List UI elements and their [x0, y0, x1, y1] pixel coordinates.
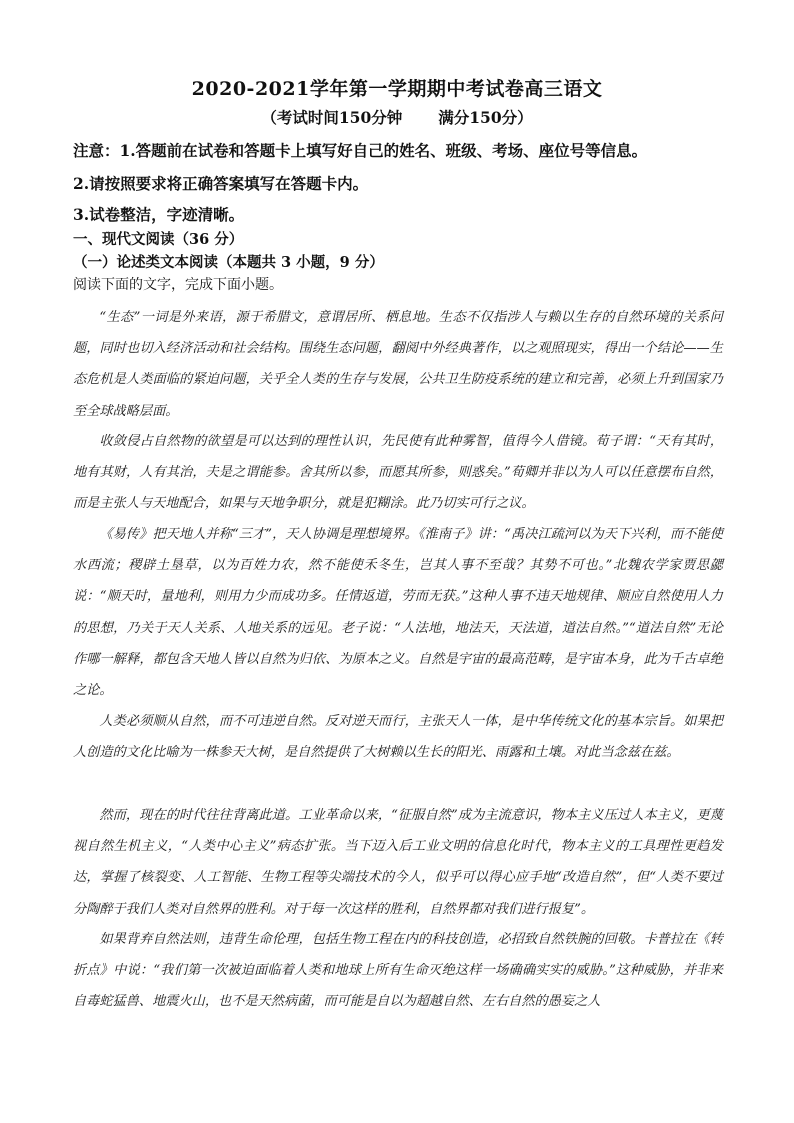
exam-duration: （考试时间150分钟 [261, 108, 403, 127]
exam-full-score: 满分150分） [438, 108, 533, 127]
passage-paragraph-6: 如果背弃自然法则，违背生命伦理，包括生物工程在内的科技创造，必招致自然铁腕的回敬。卡普拉在《转折点》中说：“我们第一次被迫面临着人类和地球上所有生命灭绝这样一场确确实实的威胁。”这种威胁，并非来自毒蛇猛兽、地震火山，也不是天然病菌，而可能是自以为超越自然、左右自然的愚妄之人 [73, 932, 723, 1010]
reading-instruction: 阅读下面的文字，完成下面小题。 [73, 277, 283, 293]
passage-paragraph-5: 然而，现在的时代往往背离此道。工业革命以来，“征服自然”成为主流意识，物本主义压过人本主义，更蔑视自然生机主义，“人类中心主义”病态扩张。当下迈入后工业文明的信息化时代，物本主义的工具理性更趋发达，掌握了核裂变、人工智能、生物工程等尖端技术的今人，似乎可以得心应手地“改造自然”，但“人类不要过分陶醉于我们人类对自然界的胜利。对于每一次这样的胜利，自然界都对我们进行报复”。 [73, 808, 723, 917]
page-title: 2020-2021学年第一学期期中考试卷高三语文 [191, 78, 603, 100]
passage-paragraph-4: 人类必须顺从自然，而不可违逆自然。反对逆天而行，主张天人一体，是中华传统文化的基本宗旨。如果把人创造的文化比喻为一株参天大树，是自然提供了大树赖以生长的阳光、雨露和土壤。对此当念兹在兹。 [73, 714, 723, 761]
section-subheading: （一）论述类文本阅读（本题共 3 小题，9 分） [73, 254, 384, 271]
section-heading: 一、现代文阅读（36 分） [73, 231, 244, 248]
exam-info [0, 106, 794, 128]
note-3: 3.试卷整洁，字迹清晰。 [73, 205, 245, 224]
passage-paragraph-3: 《易传》把天地人并称“三才”，天人协调是理想境界。《淮南子》讲：“禹决江疏河以为天下兴利，而不能使水西流；稷辟土垦草，以为百姓力农，然不能使禾冬生，岂其人事不至哉？其势不可也。”北魏农学家贾思勰说：“顺天时，量地利，则用力少而成功多。任情返道，劳而无获。”这种人事不违天地规律、顺应自然使用人力的思想，乃关于天人关系、人地关系的远见。老子说：“人法地，地法天，天法道，道法自然。”“道法自然”无论作哪一解释，都包含天地人皆以自然为归依、为原本之义。自然是宇宙的最高范畴，是宇宙本身，此为千古卓绝之论。 [73, 527, 723, 699]
passage-paragraph-2: 收敛侵占自然物的欲望是可以达到的理性认识，先民使有此种雾智，值得今人借镜。荀子谓：“天有其时，地有其财，人有其治，夫是之谓能参。舍其所以参，而愿其所参，则惑矣。”荀卿并非以为人可以任意摆布自然，而是主张人与天地配合，如果与天地争职分，就是犯糊涂。此乃切实可行之议。 [73, 434, 723, 512]
note-2: 2.请按照要求将正确答案填写在答题卡内。 [73, 174, 369, 193]
passage-paragraph-1: “生态”一词是外来语，源于希腊文，意谓居所、栖息地。生态不仅指涉人与赖以生存的自然环境的关系问题，同时也切入经济活动和社会结构。围绕生态问题，翻阅中外经典著作，以之观照现实，得出一个结论——生态危机是人类面临的紧迫问题，关乎全人类的生存与发展，公共卫生防疫系统的建立和完善，必须上升到国家乃至全球战略层面。 [73, 310, 723, 419]
note-1: 注意：1.答题前在试卷和答题卡上填写好自己的姓名、班级、考场、座位号等信息。 [73, 141, 648, 160]
